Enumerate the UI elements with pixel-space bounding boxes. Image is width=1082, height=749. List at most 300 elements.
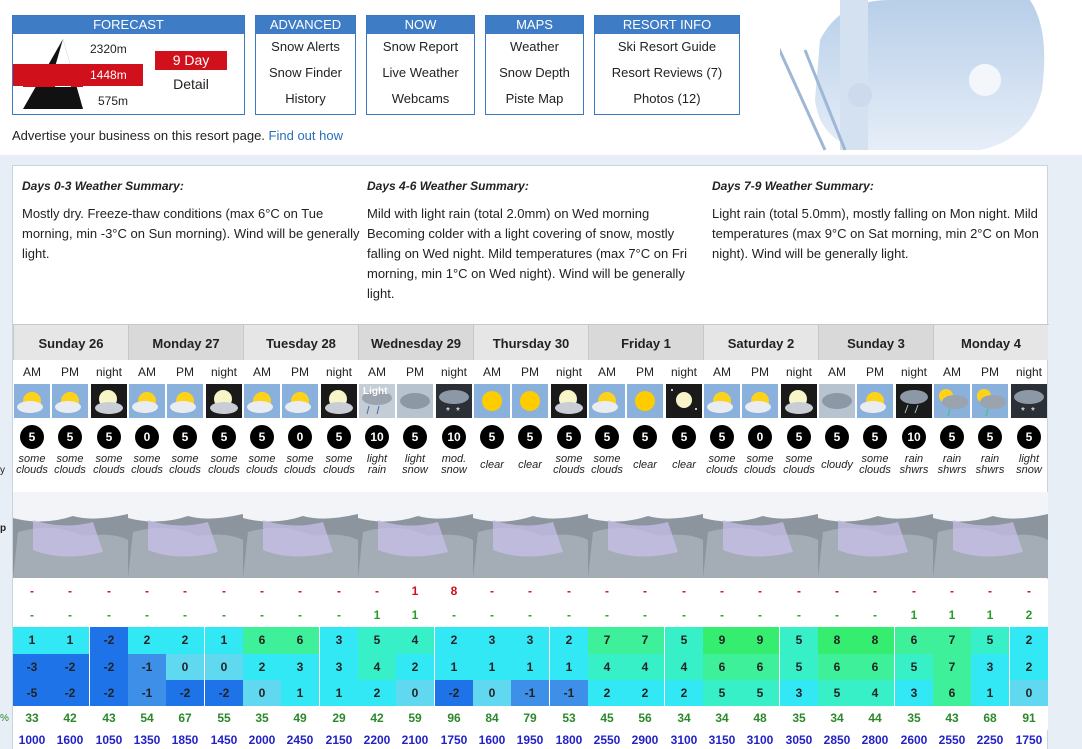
humidity-cell: 48 xyxy=(741,706,779,730)
wind-icon: 5 xyxy=(518,425,542,449)
weather-icon xyxy=(244,384,280,418)
freezing-level-cell: 2850 xyxy=(823,733,851,747)
temperature-cell: 1 xyxy=(971,680,1009,706)
rain-amount: - xyxy=(166,604,204,627)
wind-icon: 5 xyxy=(672,425,696,449)
temperature-cell: 7 xyxy=(933,654,971,681)
humidity-cell: 33 xyxy=(13,706,51,730)
weather-description: some clouds xyxy=(131,453,163,476)
freezing-level-cell: 1450 xyxy=(210,733,238,747)
temperature-cell: -2 xyxy=(90,680,128,706)
weather-icon xyxy=(474,384,510,418)
freezing-level-cell: 1350 xyxy=(133,733,161,747)
advert-line xyxy=(12,128,343,143)
temperature-cell: -2 xyxy=(90,654,128,681)
weather-map[interactable] xyxy=(13,492,128,578)
summary-title: Days 7-9 Weather Summary: xyxy=(712,179,874,193)
weather-icon xyxy=(896,384,932,418)
side-label-3: % xyxy=(0,713,9,724)
rain-amount: - xyxy=(205,604,243,627)
humidity-cell: 79 xyxy=(511,706,549,730)
temperature-cell: 2 xyxy=(626,680,664,706)
wind-icon: 0 xyxy=(135,425,159,449)
weather-description: some clouds xyxy=(323,453,355,476)
wind-icon: 5 xyxy=(20,425,44,449)
temperature-cell: 0 xyxy=(243,680,281,706)
freezing-level-cell: 1050 xyxy=(95,733,123,747)
temperature-cell: 2 xyxy=(243,654,281,681)
weather-description: cloudy xyxy=(821,458,853,471)
period-label: night xyxy=(670,365,698,379)
side-label-2: p xyxy=(0,523,7,534)
wind-icon: 5 xyxy=(710,425,734,449)
snow-amount: - xyxy=(51,579,89,604)
temperature-cell: 1 xyxy=(281,680,319,706)
snow-amount: - xyxy=(473,579,511,604)
freezing-level-cell: 3150 xyxy=(708,733,736,747)
weather-description: clear xyxy=(633,458,657,471)
weather-description: some clouds xyxy=(54,453,86,476)
temperature-cell: 6 xyxy=(281,627,319,654)
humidity-cell: 35 xyxy=(780,706,818,730)
temperature-cell: 3 xyxy=(473,627,511,654)
temperature-cell: 5 xyxy=(358,627,396,654)
humidity-cell: 45 xyxy=(588,706,626,730)
humidity-cell: 91 xyxy=(1010,706,1048,730)
weather-description: mod. snow xyxy=(441,453,467,476)
summary-days-7-9 xyxy=(712,176,1042,264)
period-label: PM xyxy=(636,365,654,379)
temperature-cell: 2 xyxy=(358,680,396,706)
temperature-cell: 2 xyxy=(128,627,166,654)
period-label: night xyxy=(785,365,813,379)
day-header: Wednesday 29 xyxy=(358,324,473,360)
period-label: PM xyxy=(751,365,769,379)
snow-amount: 1 xyxy=(396,579,434,604)
rain-amount: 1 xyxy=(396,604,434,627)
temperature-cell: 3 xyxy=(971,654,1009,681)
wind-icon: 5 xyxy=(403,425,427,449)
day-header: Sunday 26 xyxy=(13,324,128,360)
weather-icon xyxy=(129,384,165,418)
detail-link[interactable]: Detail xyxy=(173,76,209,92)
row-separator xyxy=(13,324,1049,325)
rain-amount: - xyxy=(51,604,89,627)
snow-amount: - xyxy=(971,579,1009,604)
weather-map[interactable] xyxy=(243,492,358,578)
freezing-level-cell: 2550 xyxy=(938,733,966,747)
freezing-level-cell: 1000 xyxy=(18,733,46,747)
weather-icon xyxy=(819,384,855,418)
weather-description: light rain xyxy=(366,453,388,476)
wind-icon: 5 xyxy=(212,425,236,449)
temperature-cell: 2 xyxy=(435,627,473,654)
weather-icon xyxy=(551,384,587,418)
temperature-cell: 2 xyxy=(550,627,588,654)
wind-icon: 5 xyxy=(825,425,849,449)
weather-icon xyxy=(512,384,548,418)
freezing-level-cell: 1600 xyxy=(478,733,506,747)
wind-icon: 5 xyxy=(173,425,197,449)
elevation-bottom[interactable]: 575m xyxy=(98,94,129,108)
humidity-cell: 34 xyxy=(703,706,741,730)
weather-icon xyxy=(972,384,1008,418)
period-label: AM xyxy=(483,365,501,379)
side-label-1: y xyxy=(0,465,5,476)
maps-header: MAPS xyxy=(486,16,583,34)
wind-icon: 5 xyxy=(557,425,581,449)
temperature-cell: 4 xyxy=(856,680,894,706)
webcams-link[interactable]: Webcams xyxy=(391,91,450,106)
temperature-cell: -3 xyxy=(13,654,51,681)
svg-text:*: * xyxy=(1031,406,1035,417)
advert-text: Advertise your business on this resort page. xyxy=(12,128,265,143)
snow-amount: - xyxy=(320,579,358,604)
temperature-cell: 5 xyxy=(741,680,779,706)
wind-icon: 5 xyxy=(250,425,274,449)
temperature-cell: 5 xyxy=(818,680,856,706)
wind-icon: 5 xyxy=(978,425,1002,449)
resort-info-box xyxy=(594,15,740,115)
humidity-cell: 44 xyxy=(856,706,894,730)
temperature-cell: 6 xyxy=(243,627,281,654)
freezing-level-cell: 2200 xyxy=(363,733,391,747)
weather-description: some clouds xyxy=(591,453,623,476)
period-label: AM xyxy=(943,365,961,379)
weather-description: clear xyxy=(480,458,504,471)
wind-icon: 5 xyxy=(58,425,82,449)
rain-amount: - xyxy=(856,604,894,627)
period-label: PM xyxy=(61,365,79,379)
rain-amount: 1 xyxy=(971,604,1009,627)
temperature-cell: 7 xyxy=(933,627,971,654)
decor-illustration xyxy=(780,0,1082,155)
weather-description: light snow xyxy=(1016,453,1042,476)
summary-text: Mild with light rain (total 2.0mm) on Wed morning Becoming colder with a light covering of snow, mostly falling on Wed night. Mild temperatures (max 7°C on Fri morning, min 1°C on Wed night). Wind will be generally light. xyxy=(367,206,687,301)
weather-map[interactable] xyxy=(818,492,933,578)
weather-description: clear xyxy=(518,458,542,471)
history-link[interactable]: History xyxy=(285,91,326,106)
rain-amount: - xyxy=(665,604,703,627)
temperature-cell: 6 xyxy=(895,627,933,654)
freezing-level-cell: 1950 xyxy=(516,733,544,747)
temperature-cell: 2 xyxy=(396,654,434,681)
snow-amount: - xyxy=(90,579,128,604)
snow-amount: - xyxy=(626,579,664,604)
weather-description: rain shwrs xyxy=(975,453,1005,476)
resort-info-header: RESORT INFO xyxy=(595,16,739,34)
rain-amount: - xyxy=(243,604,281,627)
snow-amount: - xyxy=(818,579,856,604)
weather-icon xyxy=(627,384,663,418)
elevation-top[interactable]: 2320m xyxy=(90,42,127,56)
wind-icon: 5 xyxy=(633,425,657,449)
weather-description: some clouds xyxy=(706,453,738,476)
weather-map-link[interactable]: Weather xyxy=(510,39,559,54)
freezing-level-cell: 2150 xyxy=(325,733,353,747)
temperature-cell: 1 xyxy=(550,654,588,681)
freezing-level-cell: 2450 xyxy=(286,733,314,747)
freezing-level-cell: 1800 xyxy=(555,733,583,747)
humidity-cell: 43 xyxy=(933,706,971,730)
snow-amount: - xyxy=(128,579,166,604)
rain-amount: - xyxy=(511,604,549,627)
snow-alerts-link[interactable]: Snow Alerts xyxy=(271,39,340,54)
resort-reviews-link[interactable]: Resort Reviews (7) xyxy=(611,65,723,80)
wind-icon: 5 xyxy=(1017,425,1041,449)
freezing-level-cell: 1750 xyxy=(440,733,468,747)
weather-description: rain shwrs xyxy=(899,453,929,476)
rain-amount: - xyxy=(90,604,128,627)
weather-description: some clouds xyxy=(859,453,891,476)
humidity-cell: 42 xyxy=(358,706,396,730)
weather-description: some clouds xyxy=(783,453,815,476)
elevation-mid[interactable]: 1448m xyxy=(90,68,127,82)
summary-days-4-6 xyxy=(367,176,707,304)
freezing-level-cell: 1850 xyxy=(171,733,199,747)
temperature-cell: 3 xyxy=(780,680,818,706)
temperature-cell: -2 xyxy=(51,680,89,706)
temperature-cell: 6 xyxy=(933,680,971,706)
day-header: Monday 4 xyxy=(933,324,1048,360)
weather-icon xyxy=(666,384,702,418)
snow-amount: - xyxy=(166,579,204,604)
rain-amount: 1 xyxy=(358,604,396,627)
weather-icon xyxy=(1011,384,1047,418)
rain-amount: - xyxy=(703,604,741,627)
temperature-cell: 0 xyxy=(396,680,434,706)
temperature-cell: 2 xyxy=(665,680,703,706)
find-out-how-link[interactable]: Find out how xyxy=(268,128,343,143)
humidity-cell: 59 xyxy=(396,706,434,730)
weather-description: some clouds xyxy=(744,453,776,476)
temperature-cell: -5 xyxy=(13,680,51,706)
period-label: night xyxy=(210,365,238,379)
temperature-cell: 3 xyxy=(895,680,933,706)
summary-text: Mostly dry. Freeze-thaw conditions (max 6°C on Tue morning, min -3°C on Sun morning). Wind will be generally light. xyxy=(22,206,360,261)
forecast-box xyxy=(12,15,245,115)
temperature-cell: 0 xyxy=(1010,680,1048,706)
humidity-cell: 29 xyxy=(320,706,358,730)
rain-amount: - xyxy=(320,604,358,627)
weather-icon xyxy=(359,384,395,418)
rain-amount: - xyxy=(626,604,664,627)
freezing-level-cell: 2000 xyxy=(248,733,276,747)
period-label: night xyxy=(555,365,583,379)
wind-icon: 5 xyxy=(940,425,964,449)
advanced-box xyxy=(255,15,356,115)
freezing-level-cell: 2900 xyxy=(631,733,659,747)
freezing-level-cell: 3050 xyxy=(785,733,813,747)
piste-map-link[interactable]: Piste Map xyxy=(505,91,564,106)
temperature-cell: 2 xyxy=(166,627,204,654)
nine-day-button[interactable]: 9 Day xyxy=(155,51,227,70)
temperature-cell: -2 xyxy=(90,627,128,654)
snow-amount: - xyxy=(741,579,779,604)
humidity-cell: 53 xyxy=(550,706,588,730)
period-label: AM xyxy=(713,365,731,379)
temperature-cell: 1 xyxy=(320,680,358,706)
weather-icon xyxy=(52,384,88,418)
snow-amount: - xyxy=(358,579,396,604)
rain-amount: 1 xyxy=(933,604,971,627)
weather-map[interactable] xyxy=(933,492,1048,578)
weather-icon-label: Light xyxy=(363,386,388,397)
snow-amount: - xyxy=(588,579,626,604)
svg-text:*: * xyxy=(456,406,460,417)
weather-map[interactable] xyxy=(128,492,243,578)
weather-map[interactable] xyxy=(703,492,818,578)
snow-amount: - xyxy=(511,579,549,604)
weather-icon xyxy=(934,384,970,418)
day-header: Tuesday 28 xyxy=(243,324,358,360)
period-label: night xyxy=(900,365,928,379)
temperature-cell: -2 xyxy=(166,680,204,706)
temperature-cell: 0 xyxy=(205,654,243,681)
temperature-cell: 9 xyxy=(703,627,741,654)
weather-description: some clouds xyxy=(16,453,48,476)
wind-icon: 5 xyxy=(327,425,351,449)
temperature-cell: 1 xyxy=(435,654,473,681)
summary-title: Days 4-6 Weather Summary: xyxy=(367,179,529,193)
snow-depth-link[interactable]: Snow Depth xyxy=(499,65,570,80)
snow-amount: - xyxy=(703,579,741,604)
wind-icon: 10 xyxy=(442,425,466,449)
humidity-cell: 84 xyxy=(473,706,511,730)
rain-amount: - xyxy=(435,604,473,627)
weather-description: some clouds xyxy=(169,453,201,476)
snow-amount: 8 xyxy=(435,579,473,604)
weather-description: some clouds xyxy=(246,453,278,476)
freezing-level-cell: 2250 xyxy=(976,733,1004,747)
snow-amount: - xyxy=(281,579,319,604)
humidity-cell: 96 xyxy=(435,706,473,730)
rain-amount: - xyxy=(588,604,626,627)
period-label: PM xyxy=(521,365,539,379)
rain-amount: - xyxy=(128,604,166,627)
summary-text: Light rain (total 5.0mm), mostly falling on Mon night. Mild temperatures (max 9°C on Sat morning, min 2°C on Mon night). Wind will be generally light. xyxy=(712,206,1039,261)
temperature-cell: 5 xyxy=(895,654,933,681)
day-header: Sunday 3 xyxy=(818,324,933,360)
temperature-cell: -1 xyxy=(128,680,166,706)
temperature-cell: 6 xyxy=(818,654,856,681)
snow-amount: - xyxy=(933,579,971,604)
ski-resort-guide-link[interactable]: Ski Resort Guide xyxy=(617,39,717,54)
temperature-cell: 2 xyxy=(1010,627,1048,654)
weather-description: some clouds xyxy=(284,453,316,476)
temperature-cell: 4 xyxy=(396,627,434,654)
humidity-cell: 34 xyxy=(665,706,703,730)
wind-icon: 5 xyxy=(595,425,619,449)
humidity-cell: 56 xyxy=(626,706,664,730)
wind-icon: 10 xyxy=(902,425,926,449)
weather-icon xyxy=(282,384,318,418)
temperature-cell: 1 xyxy=(511,654,549,681)
weather-map[interactable] xyxy=(358,492,473,578)
weather-description: clear xyxy=(672,458,696,471)
forecast-header: FORECAST xyxy=(13,16,244,34)
period-label: AM xyxy=(138,365,156,379)
temperature-cell: 6 xyxy=(703,654,741,681)
day-header: Thursday 30 xyxy=(473,324,588,360)
day-header: Saturday 2 xyxy=(703,324,818,360)
snow-report-link[interactable]: Snow Report xyxy=(382,39,459,54)
weather-description: rain shwrs xyxy=(937,453,967,476)
temperature-cell: 2 xyxy=(1010,654,1048,681)
wind-icon: 5 xyxy=(863,425,887,449)
temperature-cell: 8 xyxy=(818,627,856,654)
humidity-cell: 49 xyxy=(281,706,319,730)
period-label: night xyxy=(1015,365,1043,379)
weather-icon xyxy=(167,384,203,418)
temperature-cell: -1 xyxy=(511,680,549,706)
freezing-level-cell: 1600 xyxy=(56,733,84,747)
snow-amount: - xyxy=(13,579,51,604)
wind-icon: 0 xyxy=(748,425,772,449)
temperature-cell: -2 xyxy=(435,680,473,706)
day-header: Monday 27 xyxy=(128,324,243,360)
temperature-cell: 3 xyxy=(320,654,358,681)
weather-icon xyxy=(321,384,357,418)
period-label: night xyxy=(325,365,353,379)
temperature-cell: 5 xyxy=(780,627,818,654)
period-label: PM xyxy=(981,365,999,379)
temperature-cell: 7 xyxy=(626,627,664,654)
freezing-level-cell: 2600 xyxy=(900,733,928,747)
freezing-level-cell: 2800 xyxy=(861,733,889,747)
photos-link[interactable]: Photos (12) xyxy=(633,91,701,106)
snow-amount: - xyxy=(243,579,281,604)
wind-icon: 5 xyxy=(787,425,811,449)
snow-amount: - xyxy=(780,579,818,604)
day-header: Friday 1 xyxy=(588,324,703,360)
temperature-cell: 3 xyxy=(320,627,358,654)
snow-amount: - xyxy=(1010,579,1048,604)
temperature-cell: 2 xyxy=(588,680,626,706)
weather-map[interactable] xyxy=(588,492,703,578)
maps-box xyxy=(485,15,584,115)
rain-amount: - xyxy=(741,604,779,627)
rain-amount: - xyxy=(473,604,511,627)
freezing-level-cell: 2100 xyxy=(401,733,429,747)
temperature-cell: 6 xyxy=(856,654,894,681)
weather-map[interactable] xyxy=(473,492,588,578)
rain-amount: 1 xyxy=(895,604,933,627)
humidity-cell: 55 xyxy=(205,706,243,730)
humidity-cell: 67 xyxy=(166,706,204,730)
period-label: AM xyxy=(368,365,386,379)
period-label: PM xyxy=(866,365,884,379)
summary-title: Days 0-3 Weather Summary: xyxy=(22,179,184,193)
rain-amount: - xyxy=(780,604,818,627)
period-label: AM xyxy=(253,365,271,379)
humidity-cell: 35 xyxy=(243,706,281,730)
snow-amount: - xyxy=(205,579,243,604)
wind-icon: 0 xyxy=(288,425,312,449)
advanced-header: ADVANCED xyxy=(256,16,355,34)
temperature-cell: 1 xyxy=(51,627,89,654)
temperature-cell: 5 xyxy=(665,627,703,654)
temperature-cell: 4 xyxy=(665,654,703,681)
weather-description: some clouds xyxy=(553,453,585,476)
humidity-cell: 42 xyxy=(51,706,89,730)
rain-amount: - xyxy=(13,604,51,627)
live-weather-link[interactable]: Live Weather xyxy=(382,65,459,80)
freezing-level-cell: 3100 xyxy=(670,733,698,747)
snow-finder-link[interactable]: Snow Finder xyxy=(269,65,342,80)
temperature-cell: 6 xyxy=(741,654,779,681)
rain-amount: - xyxy=(550,604,588,627)
